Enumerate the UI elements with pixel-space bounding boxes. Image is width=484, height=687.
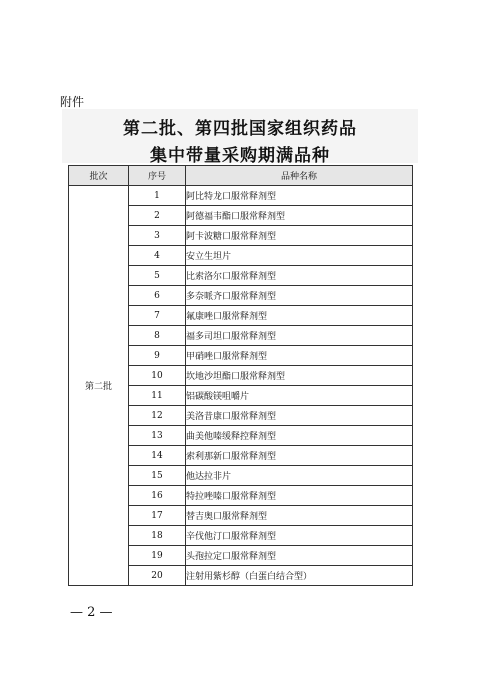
drug-name-cell: 安立生坦片 <box>186 246 413 266</box>
drug-name-cell: 注射用紫杉醇（白蛋白结合型） <box>186 566 413 586</box>
drug-name-cell: 阿比特龙口服常释剂型 <box>186 186 413 206</box>
seq-cell: 5 <box>129 266 186 286</box>
header-seq: 序号 <box>129 166 186 186</box>
document-title-line-2: 集中带量采购期满品种 <box>150 146 330 166</box>
seq-cell: 13 <box>129 426 186 446</box>
seq-cell: 2 <box>129 206 186 226</box>
drug-name-cell: 阿卡波糖口服常释剂型 <box>186 226 413 246</box>
seq-cell: 1 <box>129 186 186 206</box>
document-title-line-1: 第二批、第四批国家组织药品 <box>123 119 357 139</box>
drug-name-cell: 他达拉非片 <box>186 466 413 486</box>
batch-cell: 第二批 <box>69 186 129 586</box>
table-row <box>69 186 413 206</box>
drug-name-cell: 辛伐他汀口服常释剂型 <box>186 526 413 546</box>
drug-name-cell: 替吉奥口服常释剂型 <box>186 506 413 526</box>
table-header-row <box>69 166 413 186</box>
page-number: — 2 — <box>70 605 113 620</box>
seq-cell: 12 <box>129 406 186 426</box>
seq-cell: 17 <box>129 506 186 526</box>
seq-cell: 18 <box>129 526 186 546</box>
drug-table <box>68 165 413 586</box>
drug-name-cell: 阿德福韦酯口服常释剂型 <box>186 206 413 226</box>
drug-name-cell: 曲美他嗪缓释控释剂型 <box>186 426 413 446</box>
seq-cell: 14 <box>129 446 186 466</box>
drug-name-cell: 甲硝唑口服常释剂型 <box>186 346 413 366</box>
seq-cell: 10 <box>129 366 186 386</box>
seq-cell: 16 <box>129 486 186 506</box>
drug-name-cell: 坎地沙坦酯口服常释剂型 <box>186 366 413 386</box>
drug-name-cell: 多奈哌齐口服常释剂型 <box>186 286 413 306</box>
drug-name-cell: 头孢拉定口服常释剂型 <box>186 546 413 566</box>
seq-cell: 3 <box>129 226 186 246</box>
table-body <box>69 186 413 586</box>
seq-cell: 8 <box>129 326 186 346</box>
drug-name-cell: 铝碳酸镁咀嚼片 <box>186 386 413 406</box>
seq-cell: 9 <box>129 346 186 366</box>
annex-label: 附件 <box>60 95 85 109</box>
drug-name-cell: 氟康唑口服常释剂型 <box>186 306 413 326</box>
seq-cell: 19 <box>129 546 186 566</box>
header-drug-name: 品种名称 <box>186 166 413 186</box>
drug-name-cell: 美洛昔康口服常释剂型 <box>186 406 413 426</box>
seq-cell: 11 <box>129 386 186 406</box>
seq-cell: 4 <box>129 246 186 266</box>
drug-name-cell: 特拉唑嗪口服常释剂型 <box>186 486 413 506</box>
seq-cell: 15 <box>129 466 186 486</box>
seq-cell: 20 <box>129 566 186 586</box>
seq-cell: 7 <box>129 306 186 326</box>
drug-name-cell: 索利那新口服常释剂型 <box>186 446 413 466</box>
header-batch: 批次 <box>69 166 129 186</box>
seq-cell: 6 <box>129 286 186 306</box>
drug-name-cell: 福多司坦口服常释剂型 <box>186 326 413 346</box>
drug-name-cell: 比索洛尔口服常释剂型 <box>186 266 413 286</box>
